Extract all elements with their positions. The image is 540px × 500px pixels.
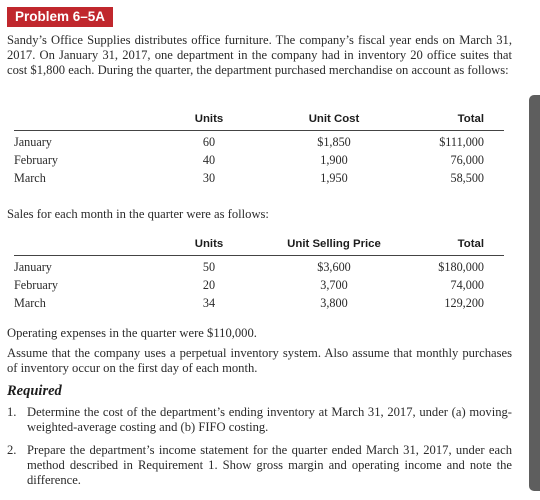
table-row (14, 135, 504, 153)
page-edge-tab (529, 95, 540, 491)
operating-expenses-text: Operating expenses in the quarter were $110,000. (7, 326, 257, 340)
row-unit-selling-price: 3,800 (320, 296, 348, 310)
row-unit-selling-price: $3,600 (317, 260, 351, 274)
row-total: $111,000 (439, 135, 484, 149)
requirement-number: 2. (7, 443, 17, 457)
row-units: 30 (202, 171, 216, 185)
row-units: 60 (202, 135, 216, 149)
row-month: February (14, 153, 58, 167)
table-row (14, 296, 504, 314)
row-unit-cost: 1,950 (320, 171, 348, 185)
row-total: 76,000 (450, 153, 484, 167)
row-total: 74,000 (450, 278, 484, 292)
header-total: Total (457, 238, 484, 250)
sales-intro-text: Sales for each month in the quarter were as follows: (7, 207, 269, 221)
row-total: $180,000 (438, 260, 484, 274)
row-unit-cost: 1,900 (320, 153, 348, 167)
row-month: March (14, 171, 46, 185)
row-unit-selling-price: 3,700 (320, 278, 348, 292)
row-month: January (14, 135, 52, 149)
row-units: 50 (202, 260, 216, 274)
header-unit-selling-price: Unit Selling Price (287, 238, 381, 250)
requirement-text: Determine the cost of the department’s ending inventory at March 31, 2017, under (a) moving-weighted-average costing and (b) FIFO costing. (27, 405, 512, 434)
row-total: 129,200 (444, 296, 484, 310)
row-units: 20 (202, 278, 216, 292)
problem-intro-text: Sandy’s Office Supplies distributes office furniture. The company’s fiscal year ends on March 31, 2017. On January 31, 2017, one department in the company had in inventory 20 office suites that cost $1,800 each. During the quarter, the department purchased merchandise on account as follows: (7, 33, 512, 77)
purchases-table-header (14, 113, 504, 131)
table-row (14, 260, 504, 278)
header-total: Total (457, 113, 484, 125)
row-total: 58,500 (450, 171, 484, 185)
requirement-item (7, 443, 512, 490)
row-month: January (14, 260, 52, 274)
table-row (14, 171, 504, 189)
row-month: February (14, 278, 58, 292)
header-rule (14, 255, 504, 256)
requirement-number: 1. (7, 405, 17, 419)
row-month: March (14, 296, 46, 310)
row-units: 34 (202, 296, 216, 310)
problem-label: Problem 6–5A (7, 7, 113, 27)
requirement-item (7, 405, 512, 437)
sales-table (14, 238, 504, 318)
header-rule (14, 130, 504, 131)
row-units: 40 (202, 153, 216, 167)
row-unit-cost: $1,850 (317, 135, 351, 149)
required-heading: Required (7, 383, 62, 399)
requirement-text: Prepare the department’s income statement for the quarter ended March 31, 2017, under each method described in Requirement 1. Show gross margin and operating income and note the difference. (27, 443, 512, 487)
table-row (14, 153, 504, 171)
assumption-text: Assume that the company uses a perpetual inventory system. Also assume that monthly purchases of inventory occur on the first day of each month. (7, 346, 512, 375)
header-units: Units (194, 113, 224, 125)
sales-table-header (14, 238, 504, 256)
purchases-table (14, 113, 504, 193)
header-unit-cost: Unit Cost (308, 113, 360, 125)
table-row (14, 278, 504, 296)
header-units: Units (194, 238, 224, 250)
